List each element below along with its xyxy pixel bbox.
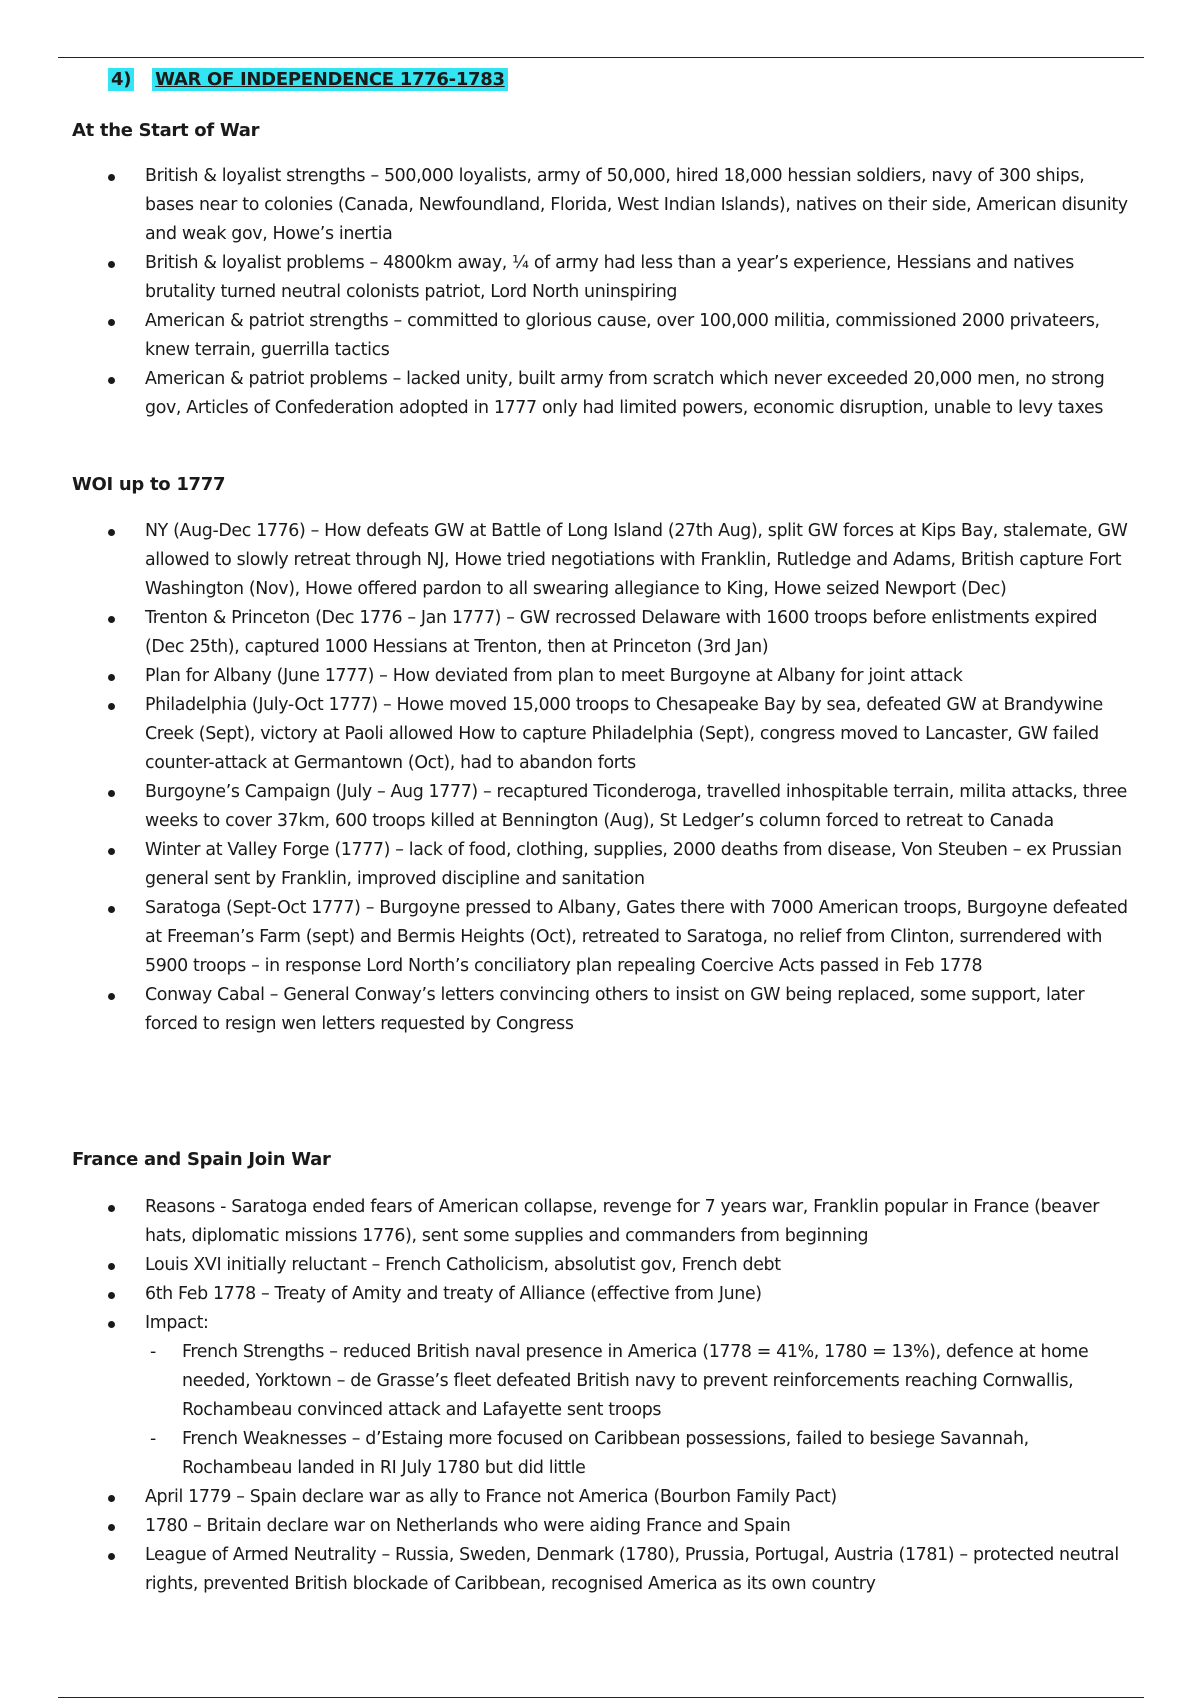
bullet-icon: [108, 703, 115, 710]
bullet-icon: [108, 1292, 115, 1299]
bullet-icon: [108, 1495, 115, 1502]
list-item: Philadelphia (July-Oct 1777) – Howe moved 15,000 troops to Chesapeake Bay by sea, defeated GW at Brandywine Creek (Sept), victory at Paoli allowed How to capture Philadelphia (Sept), congress moved to Lancaster, GW failed counter-attack at Germantown (Oct), had to abandon forts: [0, 691, 1200, 778]
sub-list-item: - French Weaknesses – d’Estaing more focused on Caribbean possessions, failed to besiege Savannah, Rochambeau landed in RI July 1780 but did little: [145, 1425, 1134, 1483]
document-title: [108, 69, 508, 90]
list-item: Winter at Valley Forge (1777) – lack of food, clothing, supplies, 2000 deaths from disease, Von Steuben – ex Prussian general sent by Franklin, improved discipline and sanitation: [0, 836, 1200, 894]
bullet-icon: [108, 174, 115, 181]
bullet-icon: [108, 790, 115, 797]
top-rule: [58, 57, 1144, 58]
bottom-rule: [58, 1697, 1144, 1698]
bullet-icon: [108, 1553, 115, 1560]
list-item: NY (Aug-Dec 1776) – How defeats GW at Battle of Long Island (27th Aug), split GW forces at Kips Bay, stalemate, GW allowed to slowly retreat through NJ, Howe tried negotiations with Franklin, Rutledge and Adams, British capture Fort Washington (Nov), Howe offered pardon to all swearing allegiance to King, Howe seized Newport (Dec): [0, 517, 1200, 604]
bullet-icon: [108, 1524, 115, 1531]
list-item: American & patriot problems – lacked unity, built army from scratch which never exceeded 20,000 men, no strong gov, Articles of Confederation adopted in 1777 only had limited powers, economic disruption, unable to levy taxes: [0, 365, 1200, 423]
list-item: League of Armed Neutrality – Russia, Sweden, Denmark (1780), Prussia, Portugal, Austria (1781) – protected neutral rights, prevented British blockade of Caribbean, recognised America as its own country: [0, 1541, 1200, 1599]
dash-icon: -: [150, 1342, 156, 1362]
list-item: Burgoyne’s Campaign (July – Aug 1777) – recaptured Ticonderoga, travelled inhospitable terrain, milita attacks, three weeks to cover 37km, 600 troops killed at Bennington (Aug), St Ledger’s column forced to retreat to Canada: [0, 778, 1200, 836]
list-item: Louis XVI initially reluctant – French Catholicism, absolutist gov, French debt: [0, 1251, 1200, 1280]
list-woi-1777: [0, 517, 1200, 1039]
sub-list-item: - French Strengths – reduced British naval presence in America (1778 = 41%, 1780 = 13%), defence at home needed, Yorktown – de Grasse’s fleet defeated British navy to prevent reinforcements reaching Cornwallis, Rochambeau convinced attack and Lafayette sent troops: [145, 1338, 1134, 1425]
list-item: British & loyalist problems – 4800km away, ¼ of army had less than a year’s experience, Hessians and natives brutality turned neutral colonists patriot, Lord North uninspiring: [0, 249, 1200, 307]
bullet-icon: [108, 616, 115, 623]
list-item: 6th Feb 1778 – Treaty of Amity and treaty of Alliance (effective from June): [0, 1280, 1200, 1309]
bullet-icon: [108, 848, 115, 855]
title-text: WAR OF INDEPENDENCE 1776-1783: [152, 68, 508, 91]
bullet-icon: [108, 1263, 115, 1270]
impact-sublist: [145, 1338, 1134, 1483]
list-item: Trenton & Princeton (Dec 1776 – Jan 1777) – GW recrossed Delaware with 1600 troops before enlistments expired (Dec 25th), captured 1000 Hessians at Trenton, then at Princeton (3rd Jan): [0, 604, 1200, 662]
list-item: Plan for Albany (June 1777) – How deviated from plan to meet Burgoyne at Albany for joint attack: [0, 662, 1200, 691]
dash-icon: -: [150, 1429, 156, 1449]
bullet-icon: [108, 261, 115, 268]
bullet-icon: [108, 529, 115, 536]
list-item: 1780 – Britain declare war on Netherlands who were aiding France and Spain: [0, 1512, 1200, 1541]
list-item: American & patriot strengths – committed to glorious cause, over 100,000 militia, commissioned 2000 privateers, knew terrain, guerrilla tactics: [0, 307, 1200, 365]
bullet-icon: [108, 993, 115, 1000]
list-item: Saratoga (Sept-Oct 1777) – Burgoyne pressed to Albany, Gates there with 7000 American troops, Burgoyne defeated at Freeman’s Farm (sept) and Bermis Heights (Oct), retreated to Saratoga, no relief from Clinton, surrendered with 5900 troops – in response Lord North’s conciliatory plan repealing Coercive Acts passed in Feb 1778: [0, 894, 1200, 981]
bullet-icon: [108, 906, 115, 913]
section-heading-start-of-war: At the Start of War: [72, 120, 260, 141]
bullet-icon: [108, 1321, 115, 1328]
section-heading-woi-1777: WOI up to 1777: [72, 474, 226, 495]
list-item: British & loyalist strengths – 500,000 loyalists, army of 50,000, hired 18,000 hessian soldiers, navy of 300 ships, bases near to colonies (Canada, Newfoundland, Florida, West Indian Islands), natives on their side, American disunity and weak gov, Howe’s inertia: [0, 162, 1200, 249]
list-france-spain: [0, 1193, 1200, 1599]
title-number: 4): [108, 68, 134, 91]
list-item: April 1779 – Spain declare war as ally to France not America (Bourbon Family Pact): [0, 1483, 1200, 1512]
bullet-icon: [108, 319, 115, 326]
bullet-icon: [108, 674, 115, 681]
list-start-of-war: [0, 162, 1200, 423]
bullet-icon: [108, 377, 115, 384]
list-item: Conway Cabal – General Conway’s letters convincing others to insist on GW being replaced, some support, later forced to resign wen letters requested by Congress: [0, 981, 1200, 1039]
bullet-icon: [108, 1205, 115, 1212]
list-item: Reasons - Saratoga ended fears of American collapse, revenge for 7 years war, Franklin popular in France (beaver hats, diplomatic missions 1776), sent some supplies and commanders from beginning: [0, 1193, 1200, 1251]
list-item: Impact: - French Strengths – reduced British naval presence in America (1778 = 41%, 1780 = 13%), defence at home needed, Yorktown – de Grasse’s fleet defeated British navy to prevent reinforcements reaching Cornwallis, Rochambeau convinced attack and Lafayette sent troops - French Weaknesses – d’Estaing more focused on Caribbean possessions, failed to besiege Savannah, Rochambeau landed in RI July 1780 but did little: [0, 1309, 1200, 1483]
section-heading-france-spain: France and Spain Join War: [72, 1149, 331, 1170]
